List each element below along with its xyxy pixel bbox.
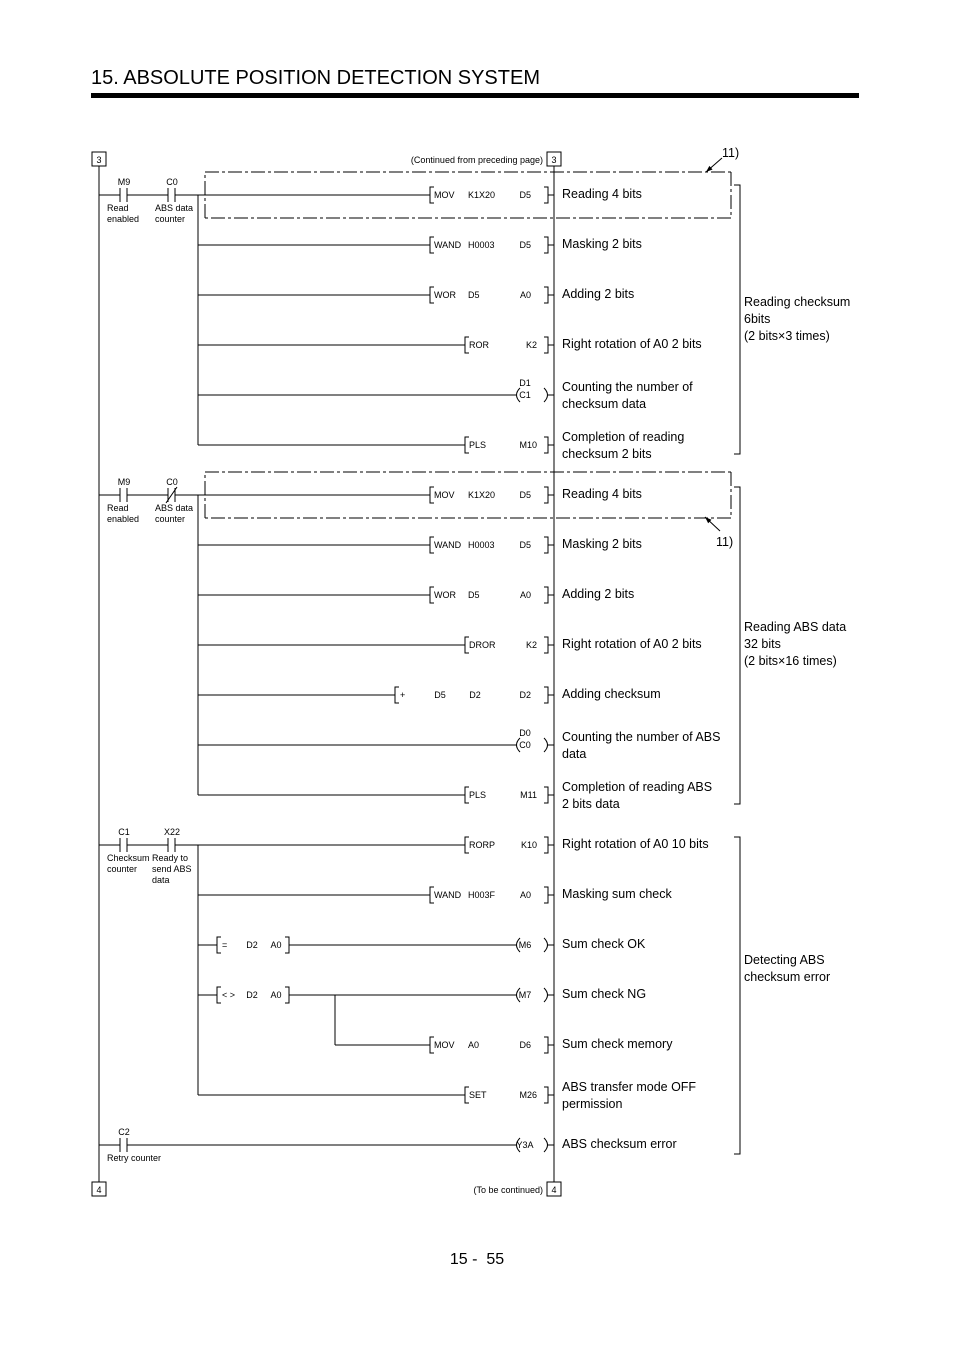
instruction-opcode: + [400, 690, 406, 700]
continued-note: (Continued from preceding page) [410, 155, 543, 165]
instruction-operand: D2 [469, 690, 481, 700]
group-brace [734, 487, 740, 804]
group-note: checksum error [744, 970, 831, 984]
instruction-opcode: WAND [434, 240, 462, 250]
instruction-operand: K1X20 [468, 490, 496, 500]
coil-arc-right [544, 738, 548, 752]
instruction-bracket-close [544, 287, 548, 303]
instruction-operand: M11 [520, 790, 537, 800]
coil-device: M6 [518, 940, 532, 950]
instruction-bracket-close [544, 1037, 548, 1053]
compare-bracket-close [285, 937, 289, 953]
callout-label: 11) [722, 146, 740, 160]
contact-comment: counter [107, 864, 138, 874]
coil-device: C1 [519, 390, 531, 400]
group-note: Reading ABS data [744, 620, 847, 634]
contact-name: C2 [118, 1127, 130, 1137]
instruction-operand: D5 [468, 590, 480, 600]
instruction-description: Adding 2 bits [562, 587, 635, 601]
group-note: (2 bits×3 times) [744, 329, 830, 343]
instruction-description: Adding checksum [562, 687, 661, 701]
page-number: 15 - 55 [449, 1251, 505, 1268]
instruction-operand: A0 [468, 1040, 480, 1050]
instruction-description: Sum check memory [562, 1037, 673, 1051]
instruction-bracket-close [544, 887, 548, 903]
instruction-opcode: WAND [434, 890, 462, 900]
instruction-operand: A0 [519, 290, 531, 300]
instruction-opcode: SET [469, 1090, 487, 1100]
instruction-operand: D5 [519, 540, 531, 550]
instruction-operand: K2 [525, 340, 537, 350]
instruction-bracket-close [544, 587, 548, 603]
instruction-bracket-close [544, 537, 548, 553]
compare-bracket-open [217, 937, 221, 953]
instruction-opcode: WOR [434, 290, 456, 300]
instruction-description: Counting the number of ABS [562, 730, 721, 744]
coil-setting: D0 [519, 728, 531, 738]
contact-comment: Retry counter [107, 1153, 162, 1163]
instruction-operand: H003F [468, 890, 496, 900]
connector-bottom-left: 4 [96, 1185, 102, 1195]
instruction-operand: D6 [519, 1040, 531, 1050]
contact-comment: Checksum [107, 853, 150, 863]
instruction-bracket-close [544, 187, 548, 203]
contact-comment: ABS data [155, 203, 194, 213]
instruction-description: Reading 4 bits [562, 187, 642, 201]
contact-comment: ABS data [155, 503, 194, 513]
contact-comment: Ready to [152, 853, 189, 863]
instruction-bracket-close [544, 637, 548, 653]
instruction-description: Sum check OK [562, 937, 646, 951]
instruction-operand: K2 [525, 640, 537, 650]
instruction-description: Right rotation of A0 10 bits [562, 837, 709, 851]
instruction-description: Sum check NG [562, 987, 647, 1001]
contact-name: C1 [118, 827, 130, 837]
contact-comment: enabled [107, 214, 140, 224]
coil-device: C0 [519, 740, 531, 750]
instruction-bracket-close [544, 787, 548, 803]
contact-comment: data [152, 875, 170, 885]
instruction-operand: D5 [519, 240, 531, 250]
instruction-bracket-close [544, 437, 548, 453]
instruction-operand: D5 [434, 690, 446, 700]
contact-comment: send ABS [152, 864, 192, 874]
instruction-operand: M26 [519, 1090, 537, 1100]
coil-device: M7 [518, 990, 532, 1000]
instruction-description: Right rotation of A0 2 bits [562, 337, 702, 351]
instruction-description: Masking 2 bits [562, 537, 642, 551]
instruction-description: checksum 2 bits [562, 447, 652, 461]
instruction-operand: H0003 [468, 540, 495, 550]
coil-arc-right [544, 1138, 548, 1152]
coil-setting: D1 [519, 378, 531, 388]
contact-name: M9 [117, 177, 131, 187]
instruction-opcode: MOV [434, 1040, 455, 1050]
instruction-description: Masking sum check [562, 887, 672, 901]
callout-label: 11) [716, 535, 734, 549]
page-title: 15. ABSOLUTE POSITION DETECTION SYSTEM [91, 67, 540, 89]
instruction-operand: D5 [468, 290, 480, 300]
instruction-operand: K1X20 [468, 190, 496, 200]
connector-top-left: 3 [96, 155, 102, 165]
instruction-opcode: DROR [469, 640, 496, 650]
contact-comment: Read [107, 503, 129, 513]
instruction-bracket-open [395, 687, 399, 703]
instruction-operand: M10 [519, 440, 537, 450]
instruction-bracket-close [544, 837, 548, 853]
to-be-continued-note: (To be continued) [473, 1185, 543, 1195]
instruction-operand: D2 [519, 690, 531, 700]
instruction-bracket-close [544, 687, 548, 703]
coil-arc-right [544, 938, 548, 952]
compare-operand: A0 [270, 990, 282, 1000]
group-brace [734, 837, 740, 1154]
contact-name: C0 [166, 477, 178, 487]
instruction-opcode: ROR [469, 340, 489, 350]
group-brace [734, 185, 740, 454]
instruction-description: Masking 2 bits [562, 237, 642, 251]
instruction-opcode: PLS [469, 790, 487, 800]
contact-comment: enabled [107, 514, 140, 524]
instruction-operand: D5 [519, 490, 531, 500]
coil-arc-right [544, 988, 548, 1002]
contact-comment: counter [155, 214, 186, 224]
instruction-description: Reading 4 bits [562, 487, 642, 501]
group-note: Detecting ABS [744, 953, 825, 967]
instruction-description: Adding 2 bits [562, 287, 635, 301]
coil-device: Y3A [516, 1140, 534, 1150]
contact-comment: Read [107, 203, 129, 213]
compare-operand: D2 [246, 990, 258, 1000]
compare-operand: D2 [246, 940, 258, 950]
connector-bottom-right: 4 [551, 1185, 557, 1195]
group-note: 32 bits [744, 637, 781, 651]
contact-name: M9 [117, 477, 131, 487]
instruction-opcode: WAND [434, 540, 462, 550]
instruction-opcode: PLS [469, 440, 487, 450]
instruction-opcode: RORP [469, 840, 496, 850]
instruction-description: ABS transfer mode OFF [562, 1080, 697, 1094]
compare-bracket-open [217, 987, 221, 1003]
instruction-opcode: MOV [434, 190, 455, 200]
instruction-description: checksum data [562, 397, 647, 411]
compare-operand: A0 [270, 940, 282, 950]
instruction-operand: K10 [520, 840, 537, 850]
contact-comment: counter [155, 514, 186, 524]
coil-arc-right [544, 388, 548, 402]
contact-name: X22 [163, 827, 181, 837]
instruction-operand: D5 [519, 190, 531, 200]
instruction-description: Right rotation of A0 2 bits [562, 637, 702, 651]
instruction-bracket-close [544, 487, 548, 503]
instruction-operand: H0003 [468, 240, 495, 250]
instruction-description: data [562, 747, 587, 761]
instruction-bracket-close [544, 1087, 548, 1103]
connector-top-right: 3 [551, 155, 557, 165]
instruction-operand: A0 [519, 590, 531, 600]
instruction-description: Counting the number of [562, 380, 693, 394]
instruction-description: Completion of reading ABS [562, 780, 713, 794]
instruction-opcode: WOR [434, 590, 456, 600]
contact-name: C0 [166, 177, 178, 187]
instruction-description: ABS checksum error [562, 1137, 677, 1151]
instruction-opcode: MOV [434, 490, 455, 500]
group-note: Reading checksum [744, 295, 851, 309]
compare-operator: = [222, 940, 228, 950]
compare-operator: < > [222, 990, 236, 1000]
instruction-bracket-close [544, 337, 548, 353]
compare-bracket-close [285, 987, 289, 1003]
instruction-description: 2 bits data [562, 797, 620, 811]
instruction-bracket-close [544, 237, 548, 253]
instruction-description: Completion of reading [562, 430, 685, 444]
instruction-operand: A0 [519, 890, 531, 900]
instruction-description: permission [562, 1097, 623, 1111]
group-note: (2 bits×16 times) [744, 654, 837, 668]
group-note: 6bits [744, 312, 771, 326]
